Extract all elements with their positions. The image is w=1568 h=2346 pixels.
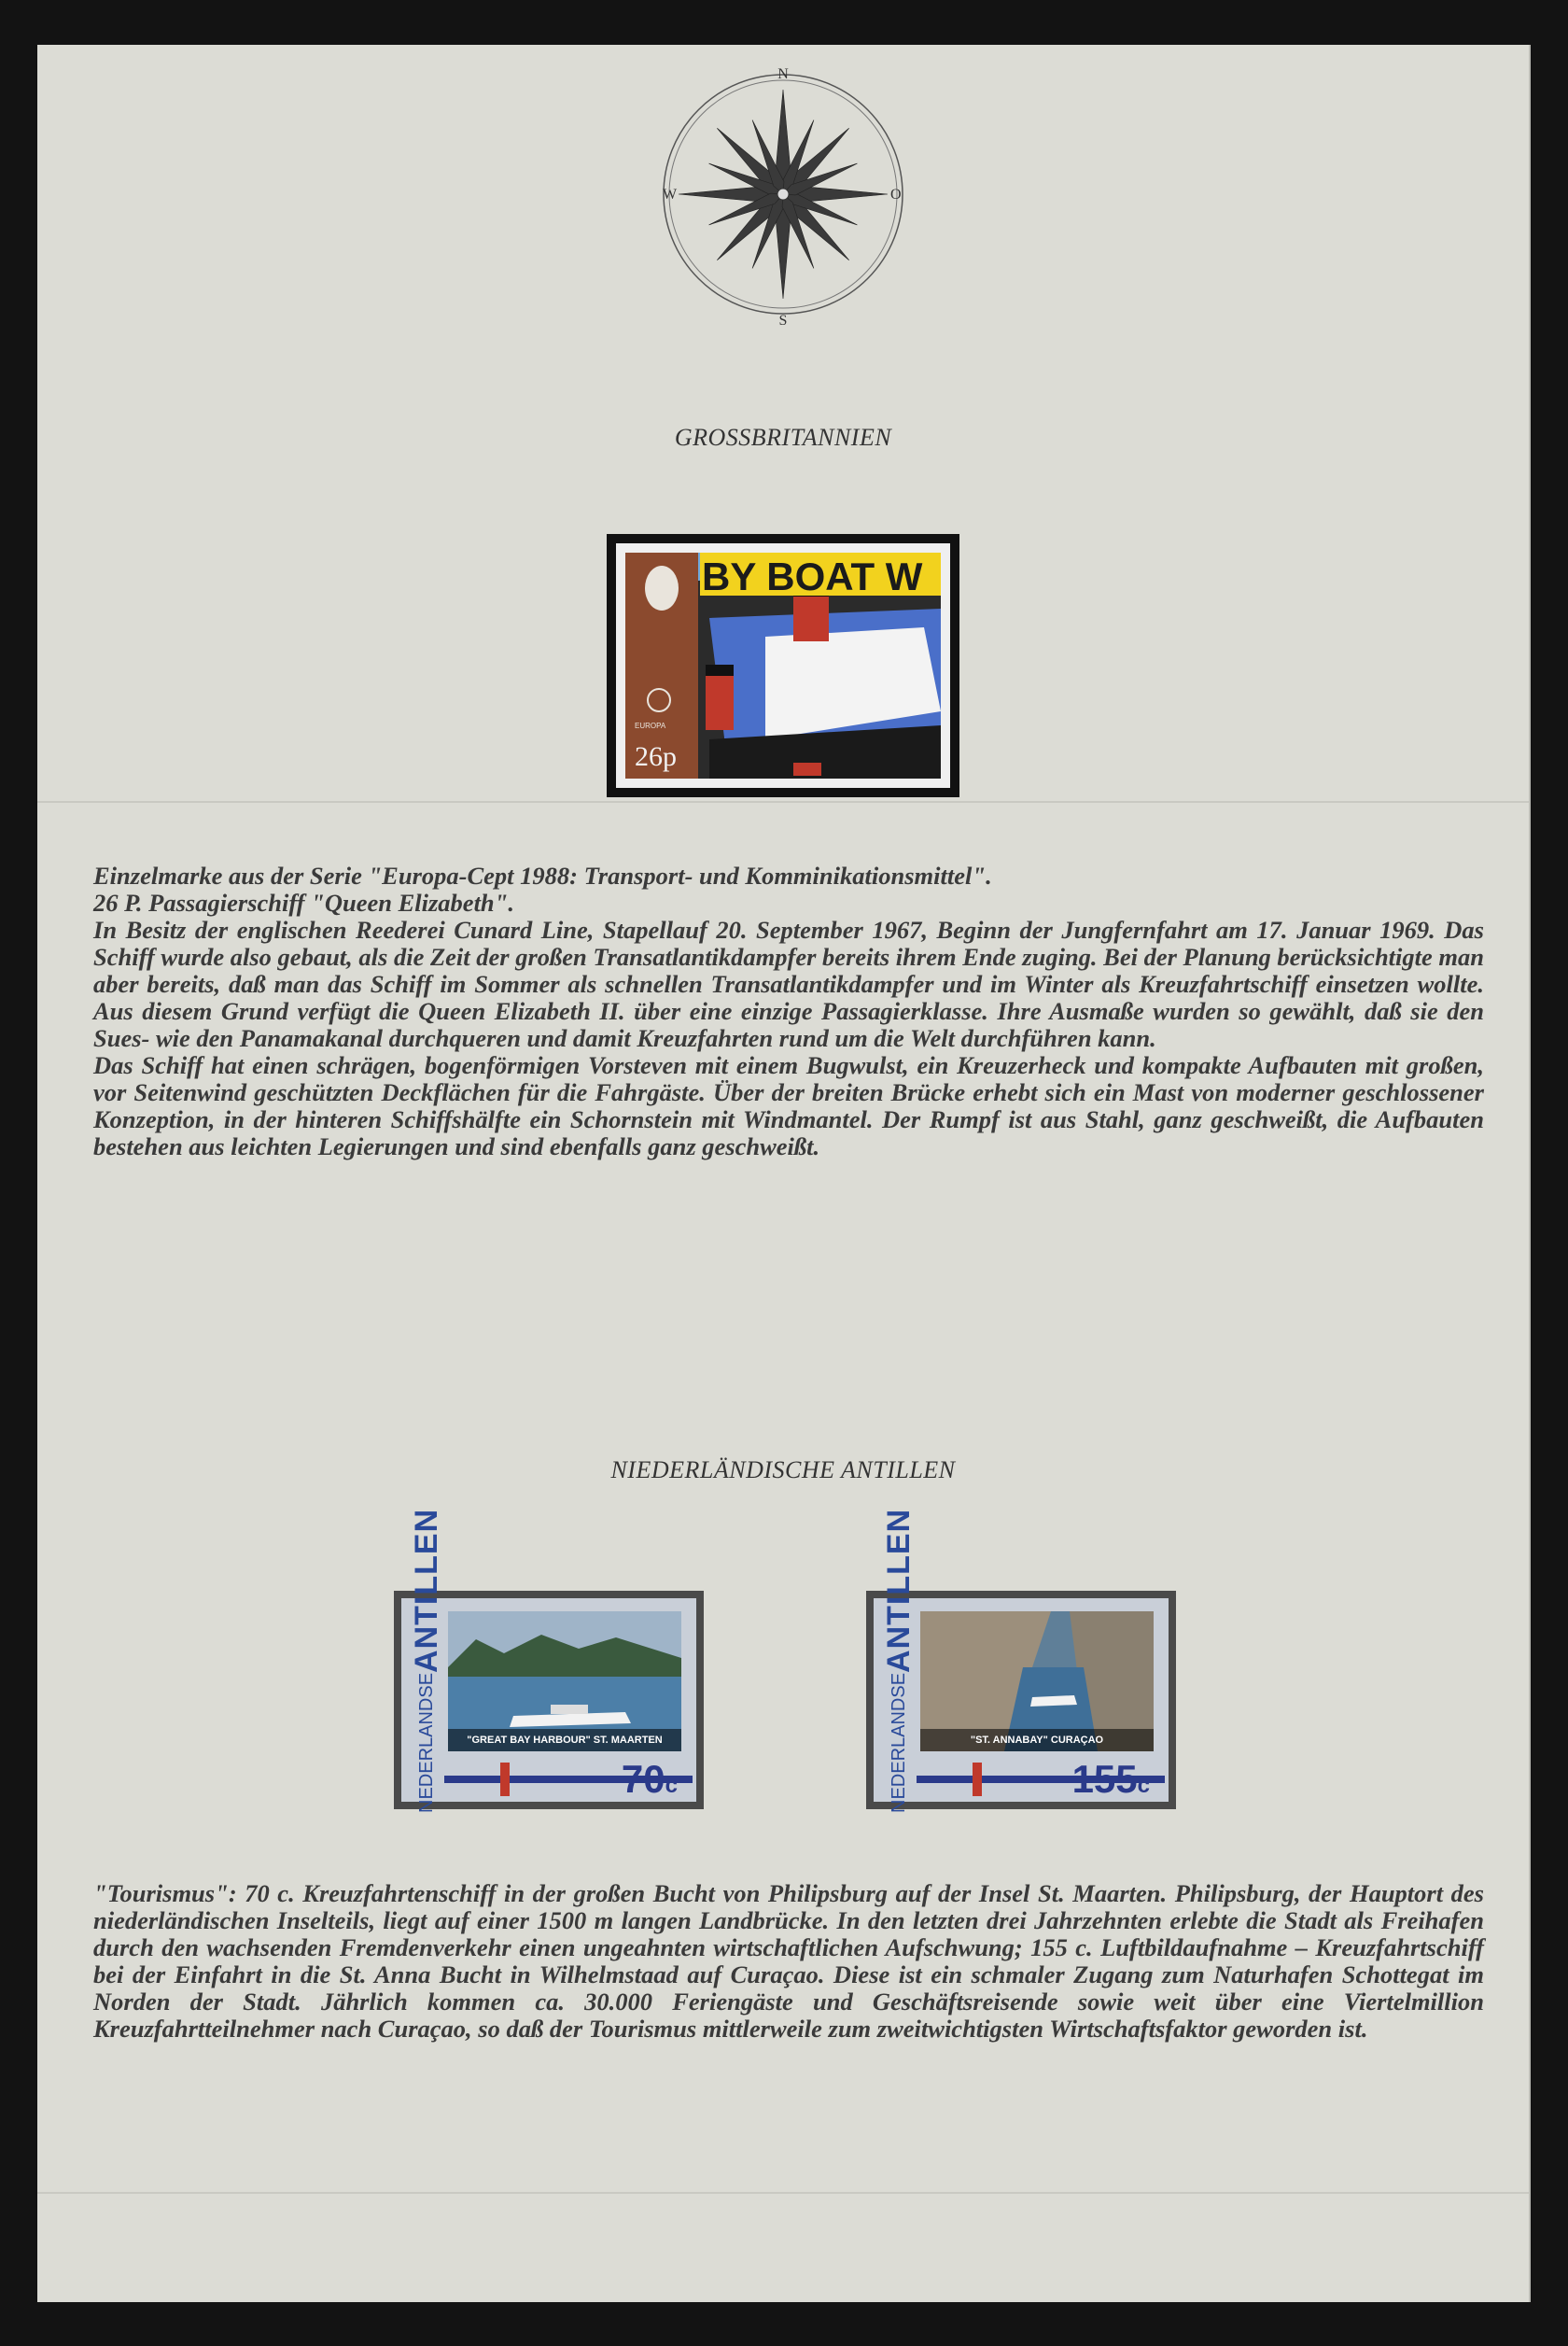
compass-north: N [777,66,789,82]
description-antillen-p1: "Tourismus": 70 c. Kreuzfahrtenschiff in der großen Bucht von Philipsburg auf der Insel St. Maarten. Philipsburg, der Hauptort des niederländischen Inselteils, liegt auf einer 1500 m langen Landbrücke. In den letzten drei Jahrzehnten erlebte die Stadt als Freihafen durch den wachsenden Fremdenverkehr einen ungeahnten wirtschaftlichen Aufschwung; 155 c. Luftbildaufnahme – Kreuzfahrtschiff bei der Einfahrt in die St. Anna Bucht in Wilhelmstaad auf Curaçao. Diese ist ein schmaler Zugang zum Naturhafen Schottegat im Norden der Stadt. Jährlich kommen ca. 30.000 Feriengäste und Geschäftsreisende sowie weit über eine Viertelmillion Kreuzfahrtteilnehmer nach Curaçao, so daß der Tourismus mittlerweile zum zweitwichtigsten Wirtschaftsfaktor geworden ist. [93,1879,1484,2043]
stamp-antillen-70c [394,1508,704,1813]
description-gb-p4: Das Schiff hat einen schrägen, bogenförmigen Vorsteven mit einem Bugwulst, ein Kreuzerheck und kompakte Aufbauten mit großen, vor Seitenwind geschützten Deckflächen für die Fahrgäste. Über der breiten Brücke erhebt sich ein Mast von moderner geschlossener Konzeption, in der hinteren Schiffshälfte ein Schornstein mit Windmantel. Der Rumpf ist aus Stahl, ganz geschweißt, die Aufbauten bestehen aus leichten Legierungen und sind ebenfalls ganz geschweißt. [93,1051,1484,1160]
panel-divider [37,801,1529,803]
stamp-gb-artwork [625,553,941,779]
stamp-gb-image [625,553,941,779]
description-gb-p3: In Besitz der englischen Reederei Cunard Line, Stapellauf 20. September 1967, Beginn der Jungfernfahrt am 17. Januar 1969. Das Schiff wurde also gebaut, als die Zeit der großen Transatlantikdampfer bereits ihrem Ende zuging. Bei der Planung berücksichtigte man aber bereits, daß man das Schiff im Sommer als schnellen Transatlantikdampfer und im Winter als Kreuzfahrtschiff einsetzen wollte. Aus diesem Grund verfügt die Queen Elizabeth II. über eine einzige Passagierklasse. Ihre Ausmaße wurden so gewählt, daß sie den Sues- wie den Panamakanal durchqueren und damit Kreuzfahrten rund um die Welt durchführen kann. [93,916,1485,1052]
description-gb-p1: Einzelmarke aus der Serie "Europa-Cept 1988: Transport- und Komminikationsmittel". [93,862,992,890]
stamp-antillen-caption-2: "ST. ANNABAY" CURAÇAO [920,1729,1154,1751]
stamp-gb-value: 26p [635,741,677,772]
compass-east: O [890,187,902,203]
stamp-antillen-caption-1: "GREAT BAY HARBOUR" ST. MAARTEN [448,1729,681,1751]
stamp-gb-headline: BY BOAT W [702,555,923,598]
stamp-antillen-country-2: NEDERLANDSEANTILLEN [881,1508,917,1813]
description-gb [93,863,1484,1160]
compass-west: W [663,187,678,203]
country-heading-antillen: NIEDERLÄNDISCHE ANTILLEN [610,1456,956,1483]
compass-south: S [778,313,788,329]
panel-divider [37,2192,1529,2194]
stamp-gb-logo-text: EUROPA [635,722,666,730]
country-heading-gb: GROSSBRITANNIEN [674,424,892,451]
stamp-antillen-value-1: 70c [621,1757,678,1801]
description-gb-p2: 26 P. Passagierschiff "Queen Elizabeth". [93,889,515,917]
page-edge [1529,45,1531,2302]
description-antillen [93,1880,1484,2043]
stamp-antillen-155c [866,1508,1176,1813]
album-page [37,45,1529,2302]
compass-rose-icon [657,54,909,334]
stamp-antillen-country: NEDERLANDSEANTILLEN [409,1508,444,1813]
stamp-antillen-value-2: 155c [1071,1757,1150,1801]
stamp-gb-26p [607,534,959,797]
